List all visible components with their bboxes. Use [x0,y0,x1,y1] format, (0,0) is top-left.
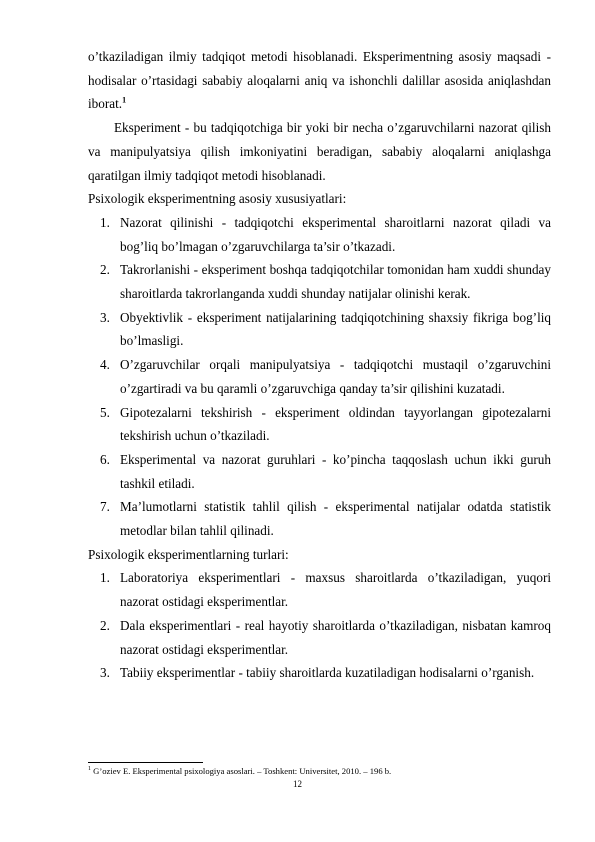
list-item [88,495,551,542]
page-number: 12 [293,779,302,789]
list-item-text: Nazorat qilinishi - tadqiqotchi eksperimental sharoitlarni nazorat qiladi va bog’liq bo’lmagan o’zgaruvchilarga ta’sir o’tkazadi. [120,214,551,254]
list-item-number: 2. [100,617,110,633]
features-list [88,211,551,543]
list-item-text: Gipotezalarni tekshirish - eksperiment oldindan tayyorlangan gipotezalarni tekshirish uchun o’tkaziladi. [120,404,551,444]
list-item-number: 7. [100,499,110,515]
list-item-number: 1. [100,570,110,586]
list-item-text: Takrorlanishi - eksperiment boshqa tadqiqotchilar tomonidan ham xuddi shunday sharoitlarda takrorlanganda xuddi shunday natijalar olinishi kerak. [120,262,551,302]
list-item-text: Eksperimental va nazorat guruhlari - ko’pincha taqqoslash uchun ikki guruh tashkil etiladi. [120,451,551,491]
list-item [88,661,551,685]
list-item-number: 1. [100,214,110,230]
list-item-number: 6. [100,451,110,467]
footnote-text: G’oziev E. Eksperimental psixologiya asoslari. – Toshkent: Universitet, 2010. – 196 b. [91,766,392,776]
section-heading-features: Psixologik eksperimentning asosiy xususiyatlari: [88,191,347,207]
page-body [88,45,551,685]
section-heading-types: Psixologik eksperimentlarning turlari: [88,546,289,562]
paragraph-definition: Eksperiment - bu tadqiqotchiga bir yoki bir necha o’zgaruvchilarni nazorat qilish va manipulyatsiya qilish imkoniyatini beradigan, sababiy aloqalarni aniqlashga qaratilgan ilmiy tadqiqot metodi hisoblanadi. [88,120,551,183]
list-item-text: Ma’lumotlarni statistik tahlil qilish - eksperimental natijalar odatda statistik metodlar bilan tahlil qilinadi. [120,499,551,539]
list-item [88,258,551,305]
list-item [88,566,551,613]
footnote-divider [88,762,203,763]
list-item [88,448,551,495]
list-item [88,306,551,353]
footnote-number: 1 [88,766,91,773]
list-item-text: Laboratoriya eksperimentlari - maxsus sharoitlarda o’tkaziladigan, yuqori nazorat ostidagi eksperimentlar. [120,570,551,610]
list-item-number: 3. [100,665,110,681]
list-item-number: 3. [100,309,110,325]
types-list [88,566,551,685]
list-item-text: Tabiiy eksperimentlar - tabiiy sharoitlarda kuzatiladigan hodisalarni o’rganish. [120,665,535,681]
footnote-reference[interactable]: 1 [122,96,127,106]
list-item-number: 5. [100,404,110,420]
list-item [88,353,551,400]
footnote [88,766,551,777]
paragraph-intro-text: o’tkaziladigan ilmiy tadqiqot metodi hisoblanadi. Eksperimentning asosiy maqsadi - hodisalar o’rtasidagi sababiy aloqalarni aniq va ishonchli dalillar asosida aniqlashdan iborat. [88,49,551,112]
list-item-text: Dala eksperimentlari - real hayotiy sharoitlarda o’tkaziladigan, nisbatan kamroq nazorat ostidagi eksperimentlar. [120,617,551,657]
paragraph-intro [88,45,551,116]
list-item [88,401,551,448]
list-item-text: O’zgaruvchilar orqali manipulyatsiya - tadqiqotchi mustaqil o’zgaruvchini o’zgartiradi va bu qaramli o’zgaruvchiga qanday ta’sir qilishini kuzatadi. [120,357,551,396]
list-item-text: Obyektivlik - eksperiment natijalarining tadqiqotchining shaxsiy fikriga bog’liq bo’lmasligi. [120,309,551,349]
list-item [88,211,551,258]
list-item-number: 4. [100,357,110,373]
list-item [88,614,551,661]
list-item-number: 2. [100,262,110,278]
